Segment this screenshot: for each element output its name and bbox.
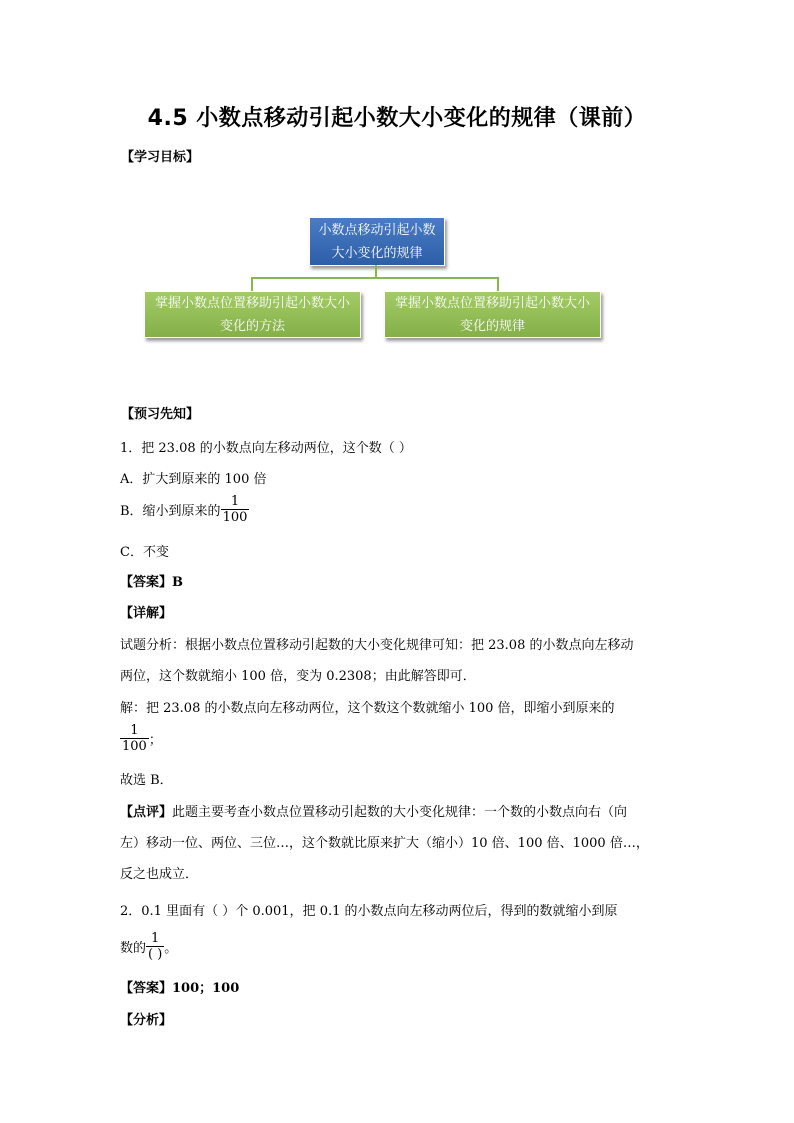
section-preview-label: 【预习先知】: [121, 407, 200, 422]
q1-comment-line2: 左）移动一位、两位、三位…，这个数就比原来扩大（缩小）10 倍、100 倍、1000 倍…，: [120, 836, 649, 851]
fraction-numerator: 1: [146, 931, 164, 947]
diagram-left-node: [144, 291, 361, 338]
q1-option-a: A．扩大到原来的 100 倍: [120, 472, 267, 487]
q1-comment-line3: 反之也成立．: [120, 867, 199, 882]
q2-analysis-label: 【分析】: [120, 1013, 173, 1028]
q1-comment-line1: [120, 801, 627, 820]
q1-option-b-prefix: B．缩小到原来的: [120, 504, 221, 519]
q2-line2-prefix: 数的: [120, 941, 147, 956]
diagram-left-line2: 变化的方法: [219, 318, 285, 334]
q1-option-c: C．不变: [120, 545, 169, 560]
section-goals-label: 【学习目标】: [121, 150, 200, 165]
q1-solution-fraction-line: [120, 723, 162, 754]
diagram-root-line1: 小数点移动引起小数: [318, 222, 436, 238]
diagram-connector-left: [251, 277, 253, 291]
fraction-denominator: 100: [222, 510, 248, 525]
q1-option-b-fraction: [221, 494, 250, 525]
diagram-right-node: [384, 291, 601, 338]
diagram-connector-right: [497, 277, 499, 291]
q1-analysis-line2: 两位，这个数就缩小 100 倍，变为 0.2308；由此解答即可．: [120, 669, 476, 684]
q1-detail-label: 【详解】: [120, 606, 173, 621]
fraction-denominator: ( ): [148, 947, 163, 962]
q1-option-b: [120, 494, 249, 525]
diagram-right-line1: 掌握小数点位置移助引起小数大小: [394, 295, 590, 311]
q2-line2-suffix: 。: [164, 941, 178, 956]
fraction-denominator: 100: [122, 739, 147, 754]
q1-comment-text: 此题主要考查小数点位置移动引起数的大小变化规律：一个数的小数点向右（向: [172, 805, 628, 820]
q2-line2: [120, 931, 177, 962]
q1-solution-suffix: ；: [148, 733, 162, 748]
fraction-numerator: 1: [120, 723, 149, 739]
diagram-left-line1: 掌握小数点位置移助引起小数大小: [154, 295, 350, 311]
q2-fraction: [146, 931, 164, 962]
q1-comment-label: 【点评】: [120, 805, 173, 820]
q1-solution-line1: 解：把 23.08 的小数点向左移动两位，这个数这个数就缩小 100 倍，即缩小到原来的: [120, 701, 615, 716]
q1-solution-fraction: [120, 723, 149, 754]
q2-stem: 2．0.1 里面有（ ）个 0.001，把 0.1 的小数点向左移动两位后，得到的数就缩小到原: [120, 904, 618, 919]
page-title: 4.5 小数点移动引起小数大小变化的规律（课前）: [147, 106, 647, 131]
q1-analysis-line1: 试题分析：根据小数点位置移动引起数的大小变化规律可知：把 23.08 的小数点向左移动: [120, 638, 634, 653]
q1-stem: 1．把 23.08 的小数点向左移动两位，这个数（ ）: [120, 441, 412, 456]
diagram-root-node: [309, 217, 445, 266]
diagram-root-line2: 大小变化的规律: [331, 245, 423, 261]
diagram-connector-horizontal: [251, 277, 499, 279]
fraction-numerator: 1: [221, 494, 250, 510]
q1-answer: 【答案】B: [120, 575, 183, 590]
q2-answer: 【答案】100；100: [120, 981, 240, 996]
diagram-right-line2: 变化的规律: [459, 318, 525, 334]
q1-choose: 故选 B．: [120, 773, 173, 788]
